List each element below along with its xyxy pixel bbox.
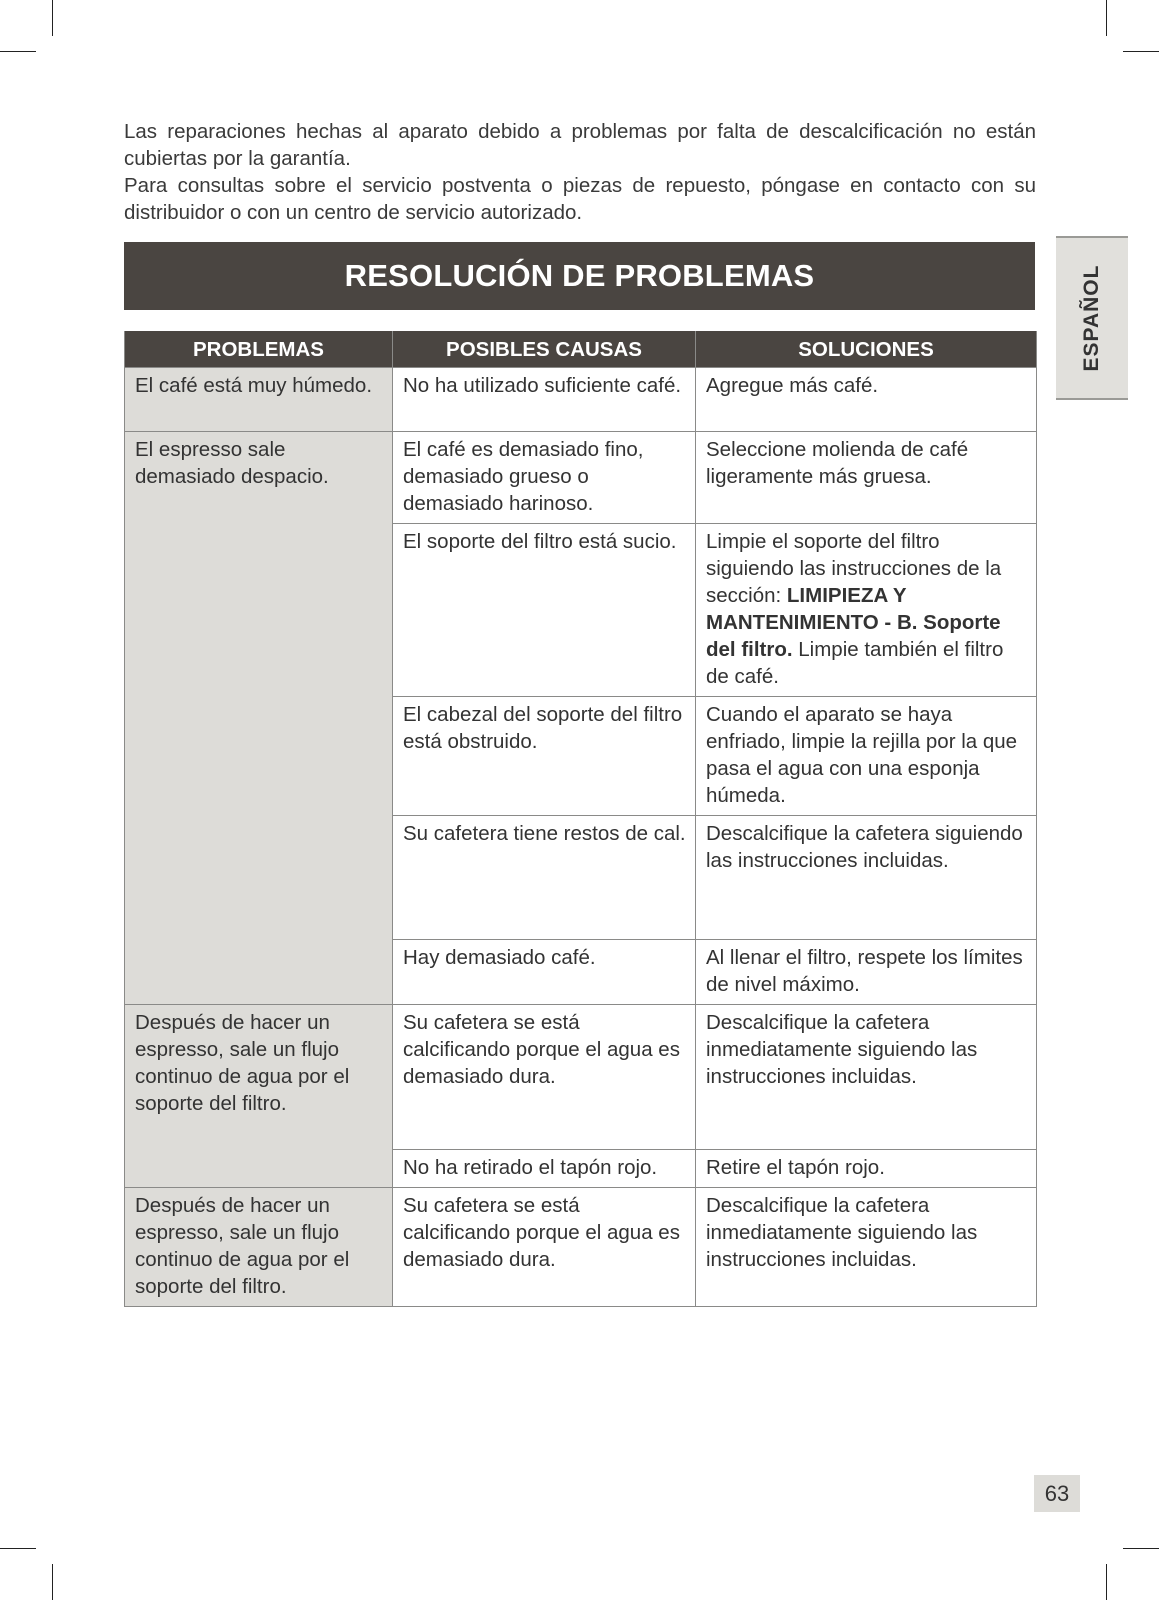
section-title: RESOLUCIÓN DE PROBLEMAS — [124, 242, 1035, 310]
table-row — [125, 432, 1037, 524]
intro-paragraph-service: Para consultas sobre el servicio postventa o piezas de repuesto, póngase en contacto con su distribuidor o con un centro de servicio autorizado. — [124, 174, 1036, 224]
problem-cell: El café está muy húmedo. — [125, 368, 393, 432]
solution-cell: Descalcifique la cafetera inmediatamente siguiendo las instrucciones incluidas. — [696, 1188, 1037, 1307]
table-row — [125, 1005, 1037, 1150]
column-header-causes: POSIBLES CAUSAS — [393, 331, 696, 368]
cause-cell: No ha utilizado suficiente café. — [393, 368, 696, 432]
solution-cell: Retire el tapón rojo. — [696, 1150, 1037, 1188]
intro-text — [124, 118, 1036, 226]
crop-mark — [0, 51, 36, 52]
column-header-solutions: SOLUCIONES — [696, 331, 1037, 368]
crop-mark — [1106, 1564, 1107, 1600]
page-number: 63 — [1034, 1475, 1080, 1512]
problem-cell: El espresso sale demasiado despacio. — [125, 432, 393, 1005]
cause-cell: Hay demasiado café. — [393, 940, 696, 1005]
problem-cell: Después de hacer un espresso, sale un flujo continuo de agua por el soporte del filtro. — [125, 1188, 393, 1307]
troubleshooting-table — [124, 331, 1037, 1307]
table-row — [125, 1188, 1037, 1307]
section-reference: LIMIPIEZA Y MANTENIMIENTO - B. Soporte del filtro. — [706, 584, 1001, 661]
solution-text: Limpie el soporte del filtro siguiendo las instrucciones de la sección: — [706, 530, 1002, 607]
crop-mark — [52, 1564, 53, 1600]
crop-mark — [1106, 0, 1107, 36]
crop-mark — [52, 0, 53, 36]
crop-mark — [1123, 51, 1159, 52]
cause-cell: Su cafetera tiene restos de cal. — [393, 816, 696, 940]
solution-cell: Al llenar el filtro, respete los límites de nivel máximo. — [696, 940, 1037, 1005]
column-header-problems: PROBLEMAS — [125, 331, 393, 368]
solution-cell: Descalcifique la cafetera inmediatamente siguiendo las instrucciones incluidas. — [696, 1005, 1037, 1150]
solution-text: Limpie también el filtro de café. — [706, 638, 1004, 688]
cause-cell: El cabezal del soporte del filtro está obstruido. — [393, 697, 696, 816]
language-tab-label: ESPAÑOL — [1080, 264, 1103, 372]
table-row — [125, 368, 1037, 432]
cause-cell: El café es demasiado fino, demasiado grueso o demasiado harinoso. — [393, 432, 696, 524]
crop-mark — [1123, 1548, 1159, 1549]
language-tab — [1056, 236, 1128, 400]
crop-mark — [0, 1548, 36, 1549]
solution-cell: Cuando el aparato se haya enfriado, limpie la rejilla por la que pasa el agua con una esponja húmeda. — [696, 697, 1037, 816]
solution-cell — [696, 524, 1037, 697]
intro-paragraph-warranty: Las reparaciones hechas al aparato debido a problemas por falta de descalcificación no están cubiertas por la garantía. — [124, 120, 1036, 170]
table-header-row — [125, 331, 1037, 368]
solution-cell: Descalcifique la cafetera siguiendo las instrucciones incluidas. — [696, 816, 1037, 940]
cause-cell: No ha retirado el tapón rojo. — [393, 1150, 696, 1188]
solution-cell: Agregue más café. — [696, 368, 1037, 432]
problem-cell: Después de hacer un espresso, sale un flujo continuo de agua por el soporte del filtro. — [125, 1005, 393, 1188]
cause-cell: Su cafetera se está calcificando porque el agua es demasiado dura. — [393, 1005, 696, 1150]
cause-cell: El soporte del filtro está sucio. — [393, 524, 696, 697]
cause-cell: Su cafetera se está calcificando porque el agua es demasiado dura. — [393, 1188, 696, 1307]
solution-cell: Seleccione molienda de café ligeramente más gruesa. — [696, 432, 1037, 524]
